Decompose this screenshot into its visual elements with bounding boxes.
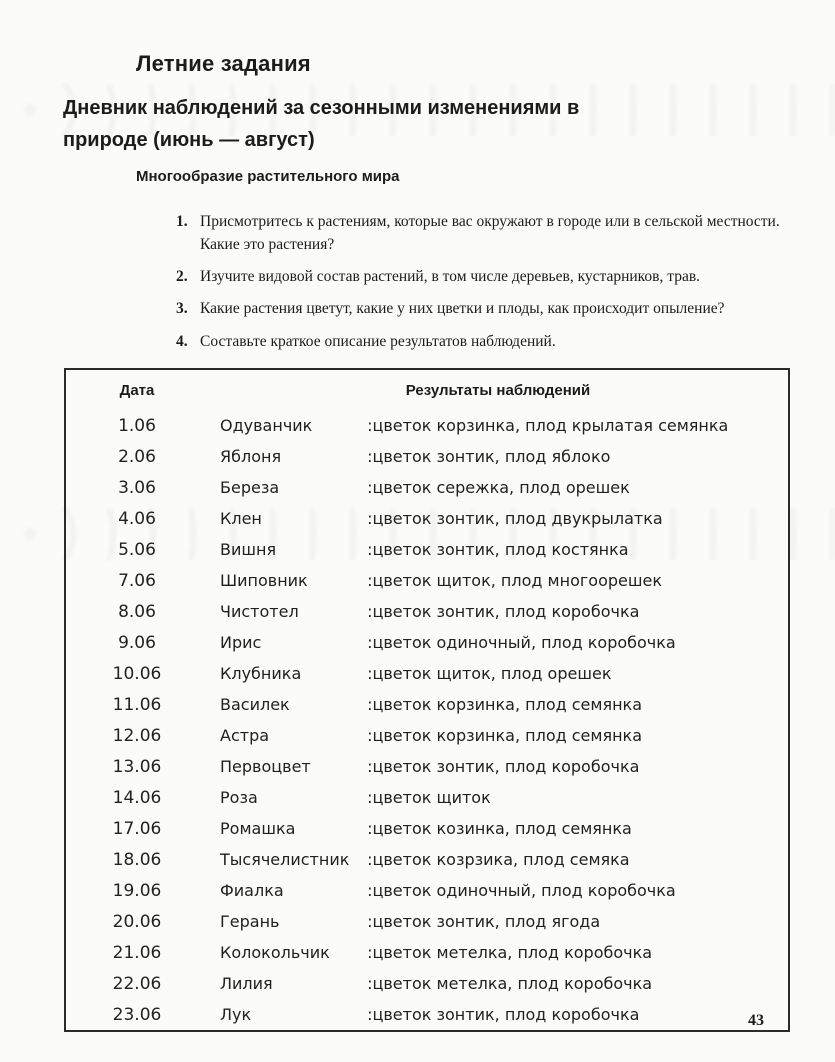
table-row xyxy=(65,720,789,751)
table-header-results: Результаты наблюдений xyxy=(405,381,591,399)
plant-name: Береза xyxy=(220,478,280,497)
table-row xyxy=(65,751,789,782)
date-cell: 22.06 xyxy=(112,973,162,994)
task-item xyxy=(176,210,794,257)
result-cell xyxy=(208,782,789,813)
plant-name: Лилия xyxy=(220,974,273,993)
task-number: 2. xyxy=(176,268,188,285)
table-row xyxy=(65,844,789,875)
plant-name: Шиповник xyxy=(220,571,308,590)
observation-text: :цветок одиночный, плод коробочка xyxy=(367,881,676,900)
table-row xyxy=(65,689,789,720)
table-row xyxy=(65,968,789,999)
table-row xyxy=(65,503,789,534)
table-row xyxy=(65,534,789,565)
date-cell: 1.06 xyxy=(118,415,156,436)
date-cell: 21.06 xyxy=(112,942,162,963)
plant-name: Первоцвет xyxy=(220,757,311,776)
plant-name: Василек xyxy=(220,695,290,714)
result-cell xyxy=(208,596,789,627)
result-cell xyxy=(208,999,789,1031)
result-cell xyxy=(208,627,789,658)
result-cell xyxy=(208,658,789,689)
observation-text: :цветок зонтик, плод коробочка xyxy=(367,757,640,776)
task-list xyxy=(136,210,794,362)
plant-name: Ромашка xyxy=(220,819,296,838)
date-cell: 2.06 xyxy=(118,446,156,467)
observation-text: :цветок щиток xyxy=(367,788,491,807)
date-cell: 11.06 xyxy=(112,694,162,715)
observation-text: :цветок зонтик, плод коробочка xyxy=(367,1005,640,1024)
observation-text: :цветок зонтик, плод ягода xyxy=(367,912,601,931)
table-body xyxy=(65,410,789,1031)
plant-name: Фиалка xyxy=(220,881,284,900)
task-text: Какие растения цветут, какие у них цветки и плоды, как происходит опыление? xyxy=(200,300,725,318)
observation-text: :цветок козинка, плод семянка xyxy=(367,819,632,838)
section-heading: Многообразие растительного мира xyxy=(136,168,400,185)
table-row xyxy=(65,472,789,503)
plant-name: Клен xyxy=(220,509,262,528)
plant-name: Колокольчик xyxy=(220,943,330,962)
plant-name: Герань xyxy=(220,912,280,931)
plant-name: Лук xyxy=(220,1005,252,1024)
observation-text: :цветок щиток, плод орешек xyxy=(367,664,612,683)
plant-name: Роза xyxy=(220,788,258,807)
table-row xyxy=(65,627,789,658)
observation-text: :цветок метелка, плод коробочка xyxy=(367,943,653,962)
task-number: 4. xyxy=(176,332,188,350)
table-header-row xyxy=(65,369,789,410)
observations-table xyxy=(64,368,790,1032)
date-cell: 10.06 xyxy=(112,663,162,684)
table-row xyxy=(65,906,789,937)
task-text: Изучите видовой состав растений, в том числе деревьев, кустарников, трав. xyxy=(200,268,701,285)
date-cell: 14.06 xyxy=(112,787,162,808)
table-row xyxy=(65,441,789,472)
observation-text: :цветок метелка, плод коробочка xyxy=(367,974,653,993)
table-row xyxy=(65,875,789,906)
date-cell: 13.06 xyxy=(112,756,162,777)
plant-name: Вишня xyxy=(220,540,277,559)
result-cell xyxy=(208,534,789,565)
date-cell: 18.06 xyxy=(112,849,162,870)
date-cell: 7.06 xyxy=(118,570,156,591)
plant-name: Ирис xyxy=(220,633,262,652)
observation-text: :цветок козрзика, плод семяка xyxy=(367,850,630,869)
table-row xyxy=(65,999,789,1031)
result-cell xyxy=(208,503,789,534)
plant-name: Яблоня xyxy=(220,447,282,466)
observation-text: :цветок корзинка, плод семянка xyxy=(367,726,643,745)
table-row xyxy=(65,410,789,441)
observation-text: :цветок корзинка, плод семянка xyxy=(367,695,643,714)
date-cell: 8.06 xyxy=(118,601,156,622)
result-cell xyxy=(208,968,789,999)
result-cell xyxy=(208,875,789,906)
plant-name: Клубника xyxy=(220,664,302,683)
task-item xyxy=(176,297,794,320)
diary-heading: Дневник наблюдений за сезонными изменениями в природе (июнь — август) xyxy=(63,97,580,151)
date-cell: 20.06 xyxy=(112,911,162,932)
date-cell: 12.06 xyxy=(112,725,162,746)
date-cell: 23.06 xyxy=(112,1004,162,1025)
page-number: 43 xyxy=(748,1012,764,1029)
result-cell xyxy=(208,689,789,720)
observation-text: :цветок щиток, плод многоорешек xyxy=(367,571,662,590)
task-text: Составьте краткое описание результатов наблюдений. xyxy=(200,332,556,350)
observation-text: :цветок зонтик, плод костянка xyxy=(367,540,629,559)
result-cell xyxy=(208,565,789,596)
result-cell xyxy=(208,410,789,441)
plant-name: Одуванчик xyxy=(220,416,313,435)
table-row xyxy=(65,937,789,968)
result-cell xyxy=(208,720,789,751)
observation-text: :цветок зонтик, плод коробочка xyxy=(367,602,640,621)
result-cell xyxy=(208,844,789,875)
result-cell xyxy=(208,937,789,968)
date-cell: 4.06 xyxy=(118,508,156,529)
date-cell: 9.06 xyxy=(118,632,156,653)
result-cell xyxy=(208,813,789,844)
task-item xyxy=(176,265,794,288)
table-header-date: Дата xyxy=(119,381,155,399)
table-row xyxy=(65,813,789,844)
table-row xyxy=(65,565,789,596)
table-row xyxy=(65,658,789,689)
date-cell: 3.06 xyxy=(118,477,156,498)
date-cell: 19.06 xyxy=(112,880,162,901)
task-item xyxy=(176,330,794,353)
date-cell: 5.06 xyxy=(118,539,156,560)
observation-text: :цветок зонтик, плод яблоко xyxy=(367,447,611,466)
observation-text: :цветок зонтик, плод двукрылатка xyxy=(367,509,663,528)
plant-name: Тысячелистник xyxy=(220,850,350,869)
task-text: Присмотритесь к растениям, которые вас окружают в городе или в сельской местности. Какие это растения? xyxy=(200,212,780,253)
result-cell xyxy=(208,472,789,503)
result-cell xyxy=(208,906,789,937)
plant-name: Чистотел xyxy=(220,602,299,621)
task-number: 3. xyxy=(176,300,188,318)
table-row xyxy=(65,782,789,813)
observation-text: :цветок сережка, плод орешек xyxy=(367,478,630,497)
page-title: Летние задания xyxy=(136,50,311,76)
plant-name: Астра xyxy=(220,726,270,745)
task-number: 1. xyxy=(176,212,188,230)
observation-text: :цветок корзинка, плод крылатая семянка xyxy=(367,416,729,435)
observation-text: :цветок одиночный, плод коробочка xyxy=(367,633,676,652)
table-row xyxy=(65,596,789,627)
result-cell xyxy=(208,751,789,782)
date-cell: 17.06 xyxy=(112,818,162,839)
result-cell xyxy=(208,441,789,472)
